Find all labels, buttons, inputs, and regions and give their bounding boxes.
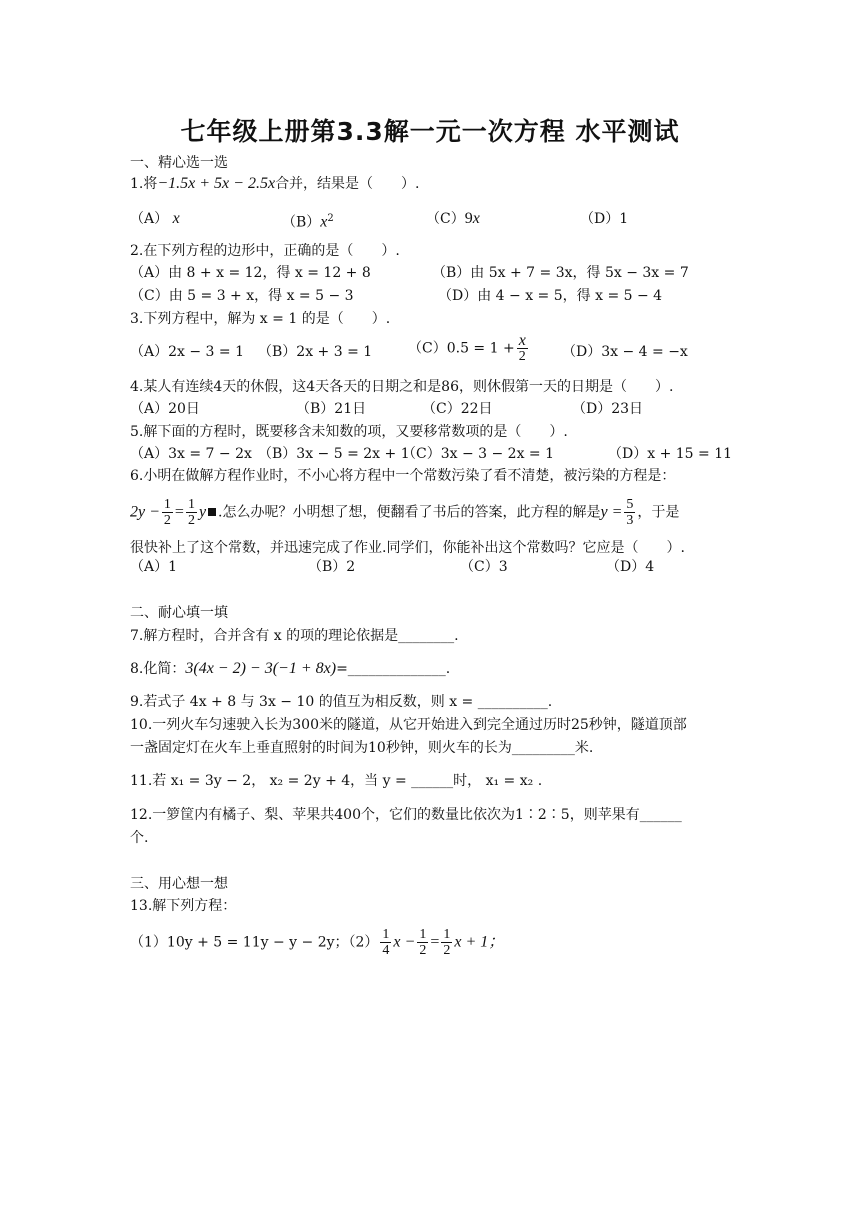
question-5-options <box>130 445 733 465</box>
question-13-equations: （1）10y + 5 = 11y − y − 2y；（2） $\frac{1}{4}$ x − $\frac{1}{2}$ = $\frac{1}{2}$ x + 1； <box>130 927 505 958</box>
q1-option-c: （C）9x <box>426 210 480 227</box>
q4-option-b: （B）21日 <box>296 401 367 417</box>
section-heading-2: 二、耐心填一填 <box>130 605 228 621</box>
question-6-line-1: 6.小明在做解方程作业时，不小心将方程中一个常数污染了看不清楚，被污染的方程是： <box>130 468 676 484</box>
q2-option-c: （C）由 5 = 3 + x，得 x = 5 − 3 <box>130 288 354 304</box>
page-title: 七年级上册第3.3解一元一次方程 水平测试 <box>180 117 680 146</box>
question-6-line-3: 很快补上了这个常数，并迅速完成了作业.同学们，你能补出这个常数吗？它应是（ ）. <box>130 540 685 556</box>
question-10-line-2: 一盏固定灯在火车上垂直照射的时间为10秒钟，则火车的长为_________米. <box>130 740 594 756</box>
q4-option-c: （C）22日 <box>422 401 493 417</box>
question-8: 8.化简：3(4x − 2) − 3(−1 + 8x)=______________. <box>130 660 451 677</box>
question-2: 2.在下列方程的边形中，正确的是（ ）. <box>130 243 400 259</box>
q5-option-d: （D）x + 15 = 11 <box>608 446 733 462</box>
question-12-line-2: 个. <box>130 830 149 846</box>
q1-option-b: $(B)x^2$ <box>282 213 334 231</box>
q5-option-b: （B）3x − 5 = 2x + 1 <box>258 446 410 462</box>
smudge-mark <box>208 508 216 516</box>
q3-option-c: （C）0.5 = 1 + $\frac{x}{2}$ <box>408 332 526 364</box>
q1-option-a: （A） x <box>130 210 180 227</box>
question-6-line-2: 2y − $\frac{1}{2}$ = $\frac{1}{2}$ y .怎么办呢？小明想了想，便翻看了书后的答案，此方程的解是y = $\frac{5}{3}$ ，于是 <box>130 497 680 528</box>
q1-option-d: （D）1 <box>580 211 629 227</box>
question-6-options <box>130 558 730 578</box>
question-10-line-1: 10.一列火车匀速驶入长为300米的隧道，从它开始进入到完全通过历时25秒钟，隧道顶部 <box>130 717 687 733</box>
question-5: 5.解下面的方程时，既要移含未知数的项，又要移常数项的是（ ）. <box>130 424 568 440</box>
q2-option-b: （B）由 5x + 7 = 3x，得 5x − 3x = 7 <box>432 265 689 281</box>
question-1-options <box>130 210 730 232</box>
q6-option-d: （D）4 <box>606 559 655 575</box>
section-heading-3: 三、用心想一想 <box>130 876 228 892</box>
q3-option-a: （A）2x − 3 = 1 <box>130 344 244 360</box>
question-9: 9.若式子 4x + 8 与 3x − 10 的值互为相反数，则 x = __________. <box>130 694 553 710</box>
q4-option-a: （A）20日 <box>130 401 200 417</box>
question-1: 1.将−1.5x + 5x − 2.5x合并，结果是（ ）. <box>130 175 420 192</box>
q2-option-a: （A）由 8 + x = 12，得 x = 12 + 8 <box>130 265 371 281</box>
question-3: 3.下列方程中，解为 x = 1 的是（ ）. <box>130 311 391 327</box>
section-heading-1: 一、精心选一选 <box>130 155 228 171</box>
q3-option-d: （D）3x − 4 = −x <box>562 344 688 360</box>
q6-option-a: （A）1 <box>130 559 178 575</box>
question-13: 13.解下列方程： <box>130 898 237 914</box>
question-4: 4.某人有连续4天的休假，这4天各天的日期之和是86，则休假第一天的日期是（ ）. <box>130 379 674 395</box>
question-12-line-1: 12.一箩筐内有橘子、梨、苹果共400个，它们的数量比依次为1∶2∶5，则苹果有______ <box>130 807 682 823</box>
q6-option-b: （B）2 <box>308 559 356 575</box>
question-11: 11.若 x₁ = 3y − 2， x₂ = 2y + 4，当 y = ______时， x₁ = x₂ . <box>130 773 543 789</box>
q3-option-b: （B）2x + 3 = 1 <box>258 344 373 360</box>
question-3-options <box>130 332 750 365</box>
q5-option-c: （C）3x − 3 − 2x = 1 <box>402 446 555 462</box>
q6-option-c: （C）3 <box>460 559 508 575</box>
question-4-options <box>130 400 730 420</box>
question-7: 7.解方程时，合并含有 x 的项的理论依据是________. <box>130 628 459 644</box>
q5-option-a: （A）3x = 7 − 2x <box>130 446 252 462</box>
q2-option-d: （D）由 4 − x = 5，得 x = 5 − 4 <box>438 288 663 304</box>
q4-option-d: （D）23日 <box>572 401 644 417</box>
